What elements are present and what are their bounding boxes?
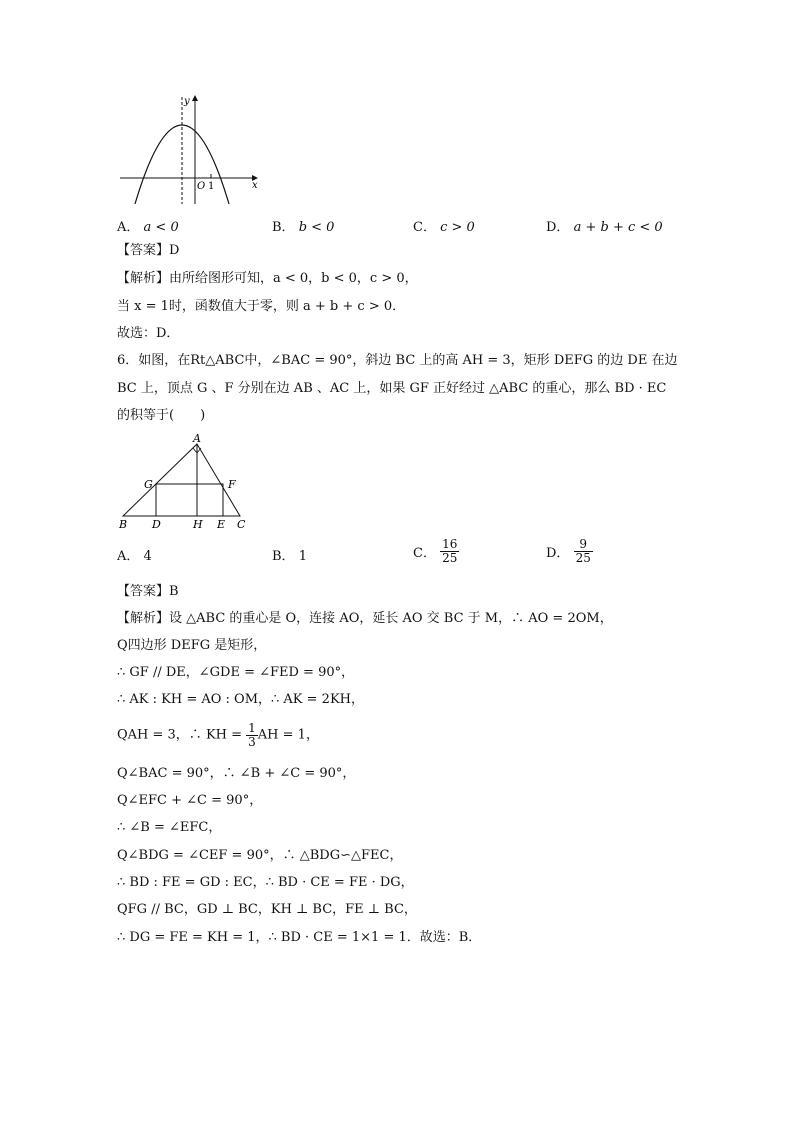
origin-label: O	[197, 181, 206, 192]
rectangle-defg	[156, 484, 223, 516]
label-c: C	[237, 518, 246, 531]
q6-option-b: B． 1	[272, 549, 307, 564]
label-d: D	[152, 518, 161, 531]
label-h: H	[193, 518, 203, 531]
tick-one-label: 1	[208, 181, 215, 192]
fraction-9-25: $\frac{9}{25}$	[575, 537, 591, 565]
q6-stem-line-1: 6．如图，在Rt△ABC中，∠BAC = 90°，斜边 BC 上的高 AH = 3，矩形 DEFG 的边 DE 在边	[117, 353, 678, 368]
q5-answer: 【答案】D	[117, 243, 180, 258]
q6-stem-line-3: 的积等于( )	[117, 408, 206, 423]
q6-analysis-line-2: Q四边形 DEFG 是矩形，	[117, 638, 267, 653]
q6-option-a: A． 4	[117, 549, 152, 564]
q6-analysis-line-5: Q∠BAC = 90°，∴ ∠B + ∠C = 90°，	[117, 766, 356, 781]
q5-option-c: C． c > 0	[413, 220, 475, 235]
q6-stem-line-2: BC 上，顶点 G 、F 分别在边 AB 、AC 上，如果 GF 正好经过 △ABC 的重心，那么 BD · EC	[117, 381, 667, 396]
label-e: E	[217, 518, 226, 531]
y-axis-label: y	[184, 96, 190, 107]
triangle-figure	[115, 432, 255, 532]
q5-option-d: D． a + b + c < 0	[546, 220, 663, 235]
label-f: F	[228, 478, 236, 491]
q5-analysis-line-2: 当 x = 1时，函数值大于零，则 a + b + c > 0．	[117, 299, 406, 314]
q6-analysis-line-10: QFG // BC，GD ⊥ BC，KH ⊥ BC，FE ⊥ BC，	[117, 902, 417, 917]
parabola-graph	[115, 92, 265, 210]
q5-option-b: B． b < 0	[272, 220, 335, 235]
x-axis-label: x	[252, 180, 258, 191]
label-b: B	[119, 518, 128, 531]
triangle-abc	[123, 444, 240, 516]
q5-option-a: A． a < 0	[117, 220, 179, 235]
label-a: A	[193, 432, 201, 445]
q6-analysis-line-1: 【解析】设 △ABC 的重心是 O，连接 AO，延长 AO 交 BC 于 M，∴ AO = 2OM，	[117, 611, 613, 626]
q5-analysis-line-3: 故选：D．	[117, 326, 180, 341]
q6-analysis-kh-line: QAH = 3，∴ KH = $\frac{1}{3}$ AH = 1，	[117, 721, 319, 749]
q6-analysis-line-4: ∴ AK : KH = AO : OM，∴ AK = 2KH，	[117, 692, 364, 707]
q6-analysis-line-11: ∴ DG = FE = KH = 1，∴ BD · CE = 1×1 = 1．故选：B．	[117, 930, 482, 945]
q5-analysis-line-1: 【解析】由所给图形可知，a < 0，b < 0，c > 0，	[117, 271, 418, 286]
q6-analysis-line-6: Q∠EFC + ∠C = 90°，	[117, 793, 263, 808]
fraction-1-3: $\frac{1}{3}$	[248, 721, 256, 749]
q6-analysis-line-8: Q∠BDG = ∠CEF = 90°，∴ △BDG∽△FEC，	[117, 848, 403, 863]
q6-analysis-line-9: ∴ BD : FE = GD : EC，∴ BD · CE = FE · DG，	[117, 875, 414, 890]
q6-analysis-line-3: ∴ GF // DE，∠GDE = ∠FED = 90°，	[117, 665, 355, 680]
q6-answer: 【答案】B	[117, 584, 179, 599]
q6-option-c: C． $\frac{16}{25}$	[413, 537, 458, 565]
q6-analysis-line-7: ∴ ∠B = ∠EFC，	[117, 820, 222, 835]
fraction-16-25: $\frac{16}{25}$	[442, 537, 458, 565]
q6-option-d: D． $\frac{9}{25}$	[546, 537, 591, 565]
label-g: G	[144, 478, 153, 491]
